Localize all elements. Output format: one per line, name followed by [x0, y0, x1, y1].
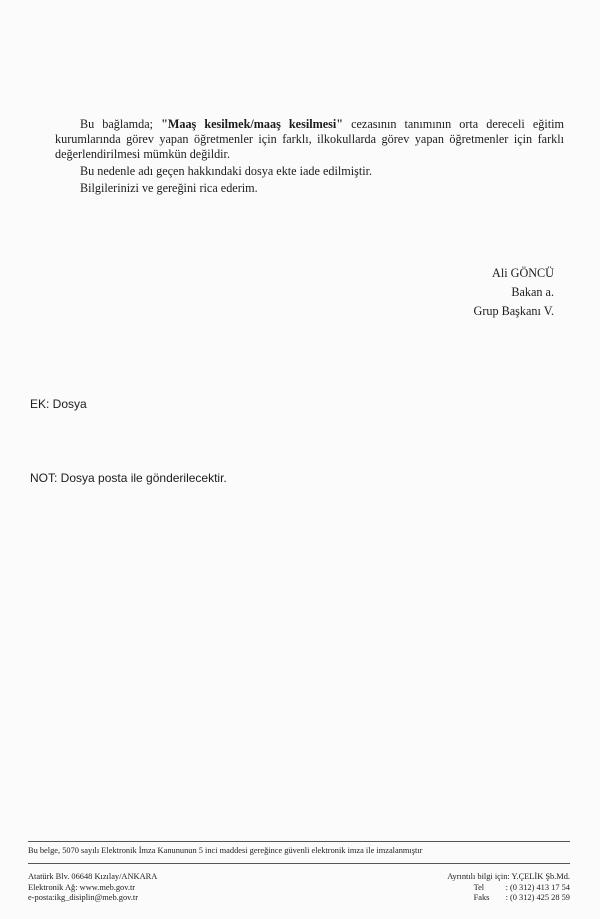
phone-label: Tel: [473, 882, 485, 892]
paragraph-closing: Bilgilerinizi ve gereğini rica ederim.: [80, 181, 258, 195]
footer-info-contact: Ayrıntılı bilgi için: Y.ÇELİK Şb.Md.: [447, 872, 570, 881]
paragraph-definition: [55, 117, 564, 162]
footer-website: Elektronik Ağ: www.meb.gov.tr: [28, 882, 136, 892]
footer-phone: [426, 883, 570, 894]
fax-label: Faks: [473, 893, 490, 902]
phone-number: : (0 312) 413 17 54: [505, 882, 570, 892]
footer-divider-top: [28, 841, 570, 842]
paragraph-suffix: cezasının tanımının orta dereceli eğitim kurumlarında görev yapan öğretmenler için farklı, ilkokullarda görev yapan öğretmenler için farklı değerlendirilmesi mümkün değildir.: [55, 117, 564, 161]
signatory-name: Ali GÖNCÜ: [492, 266, 554, 280]
signature-block: [474, 264, 554, 321]
fax-number: : (0 312) 425 28 59: [505, 893, 570, 902]
footer-email: e-posta:ikg_disiplin@meb.gov.tr: [28, 893, 138, 902]
signatory-role: Grup Başkanı V.: [473, 304, 554, 318]
letter-body: [55, 117, 564, 196]
footer-divider-bottom: [28, 863, 570, 864]
penalty-term: "Maaş kesilmek/maaş kesilmesi": [161, 117, 344, 131]
footer-fax: [426, 893, 570, 904]
footer-address: Atatürk Blv. 06648 Kızılay/ANKARA: [28, 872, 158, 881]
attachment-line: EK: Dosya: [30, 397, 87, 411]
footer-contact: [28, 872, 157, 904]
signatory-title: Bakan a.: [511, 285, 554, 299]
paragraph-prefix: Bu bağlamda;: [80, 117, 162, 131]
note-line: NOT: Dosya posta ile gönderilecektir.: [30, 471, 227, 485]
footer-info: [426, 872, 570, 904]
esignature-notice: Bu belge, 5070 sayılı Elektronik İmza Kanununun 5 inci maddesi gereğince güvenli elektronik imza ile imzalanmıştır: [28, 846, 423, 855]
paragraph-return: Bu nedenle adı geçen hakkındaki dosya ekte iade edilmiştir.: [80, 164, 373, 178]
